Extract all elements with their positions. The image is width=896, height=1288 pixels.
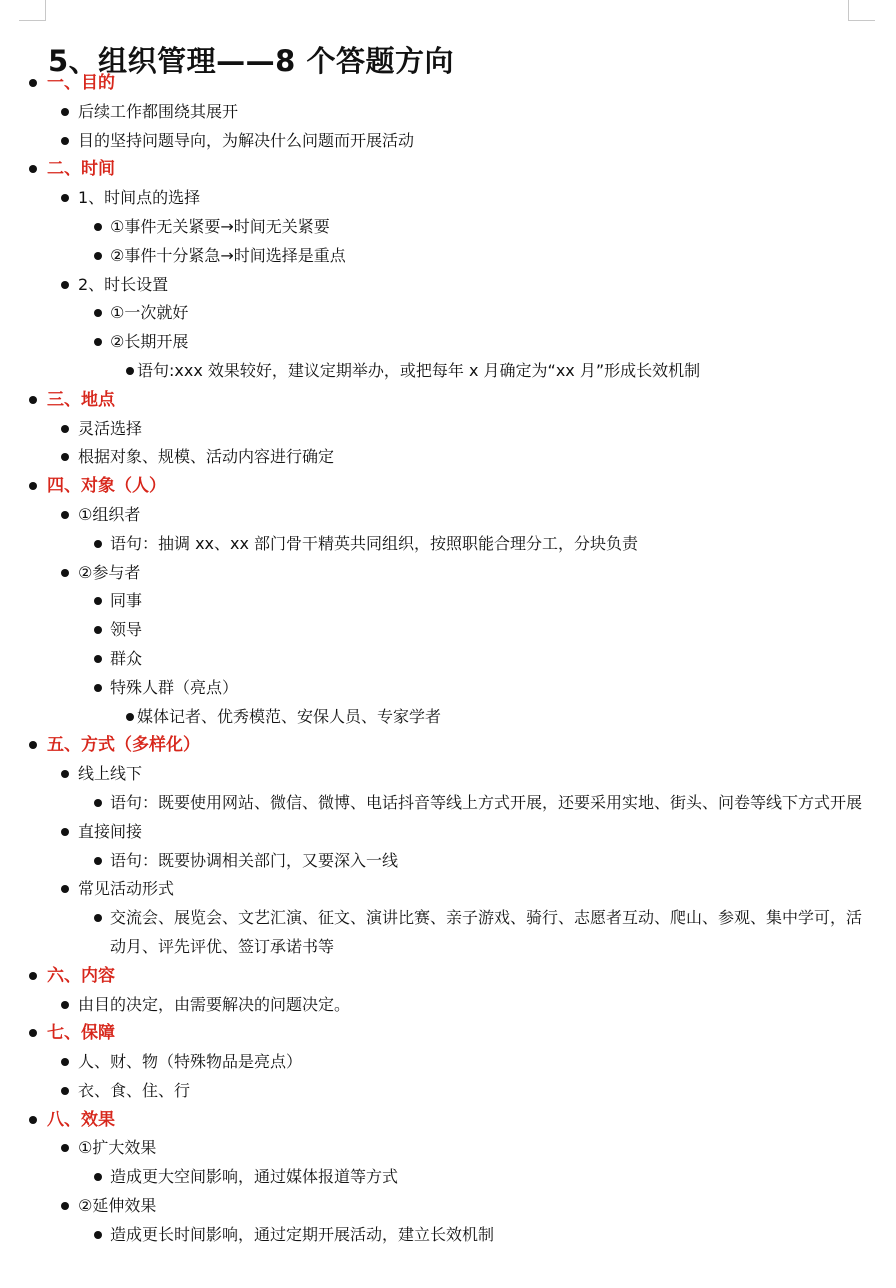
- list-item-text: ①组织者: [0, 501, 896, 530]
- list-item-text: 特殊人群（亮点）: [0, 674, 896, 703]
- sublist-level-1: [0, 991, 896, 1020]
- sublist-level-1: [0, 501, 896, 731]
- list-item-text: 领导: [0, 616, 896, 645]
- list-item: [0, 760, 896, 818]
- sublist-level-3: [0, 703, 896, 732]
- list-item-text: 灵活选择: [0, 415, 896, 444]
- list-item-text: 根据对象、规模、活动内容进行确定: [0, 443, 896, 472]
- section: [0, 1019, 896, 1105]
- list-item-text: 语句:xxx 效果较好，建议定期举办，或把每年 x 月确定为“xx 月”形成长效机制: [0, 357, 896, 386]
- sublist-level-1: [0, 98, 896, 156]
- section-heading: 七、保障: [0, 1019, 896, 1048]
- list-item: [0, 443, 896, 472]
- list-item: [0, 1221, 896, 1250]
- list-item: [0, 1048, 896, 1077]
- list-item: [0, 328, 896, 386]
- list-item: [0, 1134, 896, 1192]
- sublist-level-1: [0, 760, 896, 962]
- list-item-text: ②事件十分紧急→时间选择是重点: [0, 242, 896, 271]
- section-heading: 八、效果: [0, 1106, 896, 1135]
- section: [0, 472, 896, 731]
- list-item-text: ②长期开展: [0, 328, 896, 357]
- list-item-text: ①扩大效果: [0, 1134, 896, 1163]
- section-heading: 三、地点: [0, 386, 896, 415]
- list-item-text: ①一次就好: [0, 299, 896, 328]
- list-item-text: 媒体记者、优秀模范、安保人员、专家学者: [0, 703, 896, 732]
- list-item: [0, 818, 896, 876]
- section: [0, 731, 896, 961]
- sublist-level-1: [0, 1134, 896, 1249]
- section-heading: 四、对象（人）: [0, 472, 896, 501]
- page-corner-mark-right: [848, 0, 875, 21]
- list-item: [0, 184, 896, 270]
- list-item-text: ②参与者: [0, 559, 896, 588]
- list-item: [0, 1163, 896, 1192]
- sublist-level-2: [0, 587, 896, 731]
- list-item: [0, 271, 896, 386]
- list-item-text: 目的坚持问题导向，为解决什么问题而开展活动: [0, 127, 896, 156]
- list-item: [0, 98, 896, 127]
- list-item: [0, 299, 896, 328]
- list-item-text: 常见活动形式: [0, 875, 896, 904]
- list-item-text: 交流会、展览会、文艺汇演、征文、演讲比赛、亲子游戏、骑行、志愿者互动、爬山、参观、集中学可，活动月、评先评优、签订承诺书等: [0, 904, 896, 962]
- list-item-text: 造成更大空间影响，通过媒体报道等方式: [0, 1163, 896, 1192]
- list-item-text: ①事件无关紧要→时间无关紧要: [0, 213, 896, 242]
- list-item: [0, 357, 896, 386]
- list-item-text: 语句：既要协调相关部门，又要深入一线: [0, 847, 896, 876]
- list-item: [0, 530, 896, 559]
- list-item: [0, 559, 896, 732]
- section-heading: 二、时间: [0, 155, 896, 184]
- list-item: [0, 415, 896, 444]
- list-item-text: 语句：抽调 xx、xx 部门骨干精英共同组织，按照职能合理分工，分块负责: [0, 530, 896, 559]
- section: [0, 1106, 896, 1250]
- section: [0, 155, 896, 385]
- list-item-text: 后续工作都围绕其展开: [0, 98, 896, 127]
- list-item: [0, 1192, 896, 1250]
- sublist-level-2: [0, 1163, 896, 1192]
- list-item: [0, 674, 896, 732]
- list-item: [0, 127, 896, 156]
- list-item: [0, 991, 896, 1020]
- list-item-text: 同事: [0, 587, 896, 616]
- list-item: [0, 645, 896, 674]
- sublist-level-1: [0, 184, 896, 386]
- list-item: [0, 587, 896, 616]
- list-item: [0, 616, 896, 645]
- sublist-level-2: [0, 299, 896, 385]
- list-item: [0, 1077, 896, 1106]
- sublist-level-1: [0, 1048, 896, 1106]
- list-item: [0, 789, 896, 818]
- sublist-level-2: [0, 213, 896, 271]
- list-item: [0, 213, 896, 242]
- list-item: [0, 242, 896, 271]
- list-item-text: 衣、食、住、行: [0, 1077, 896, 1106]
- list-item: [0, 847, 896, 876]
- list-item: [0, 904, 896, 962]
- list-item-text: 1、时间点的选择: [0, 184, 896, 213]
- list-item: [0, 703, 896, 732]
- section: [0, 962, 896, 1020]
- list-item: [0, 501, 896, 559]
- list-item-text: 造成更长时间影响，通过定期开展活动，建立长效机制: [0, 1221, 896, 1250]
- list-item-text: 群众: [0, 645, 896, 674]
- list-item-text: ②延伸效果: [0, 1192, 896, 1221]
- section-heading: 五、方式（多样化）: [0, 731, 896, 760]
- list-item-text: 线上线下: [0, 760, 896, 789]
- list-item-text: 2、时长设置: [0, 271, 896, 300]
- sublist-level-2: [0, 847, 896, 876]
- list-item-text: 语句：既要使用网站、微信、微博、电话抖音等线上方式开展，还要采用实地、街头、问卷等线下方式开展: [0, 789, 896, 818]
- section: [0, 69, 896, 155]
- sublist-level-1: [0, 415, 896, 473]
- page-corner-mark-left: [19, 0, 46, 21]
- list-item-text: 人、财、物（特殊物品是亮点）: [0, 1048, 896, 1077]
- sublist-level-3: [0, 357, 896, 386]
- sublist-level-2: [0, 1221, 896, 1250]
- list-item-text: 由目的决定，由需要解决的问题决定。: [0, 991, 896, 1020]
- sublist-level-2: [0, 789, 896, 818]
- page-title: 5、组织管理——8 个答题方向: [48, 44, 454, 79]
- section: [0, 386, 896, 472]
- list-item-text: 直接间接: [0, 818, 896, 847]
- sublist-level-2: [0, 904, 896, 962]
- sublist-level-2: [0, 530, 896, 559]
- outline-list: [0, 69, 896, 1250]
- section-heading: 六、内容: [0, 962, 896, 991]
- section-heading: 一、目的: [0, 69, 896, 98]
- list-item: [0, 875, 896, 961]
